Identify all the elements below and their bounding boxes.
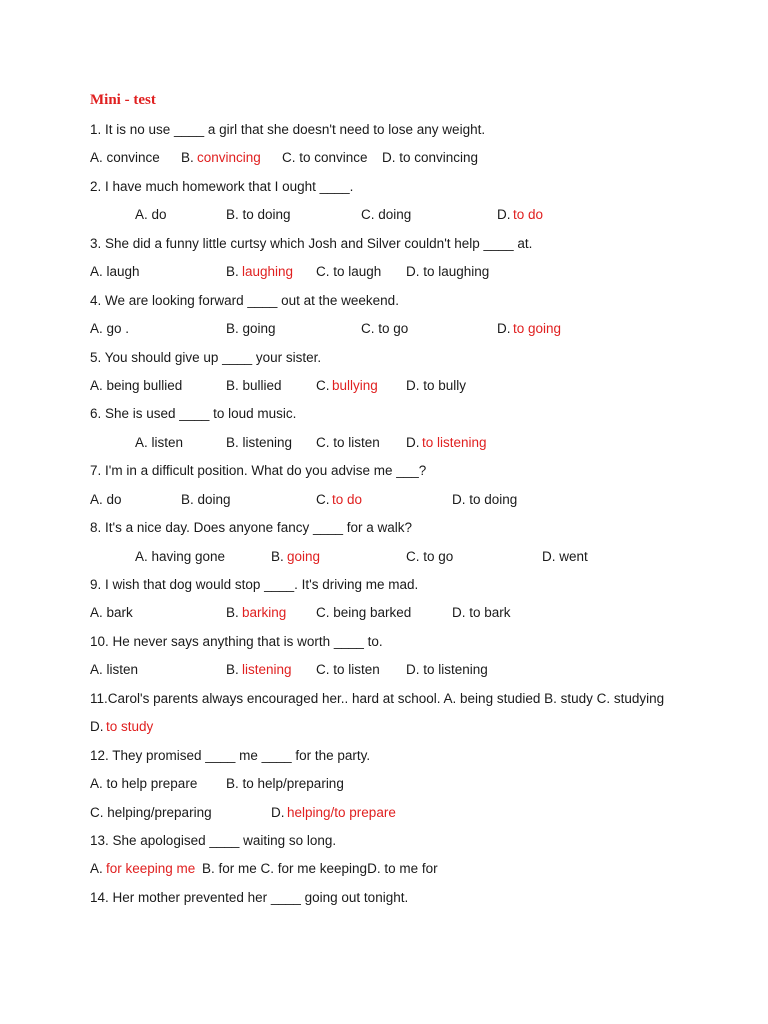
line-text: 11.Carol's parents always encouraged her.. hard at school. A. being studied B. study C. studying xyxy=(90,691,665,706)
answer-text: to do xyxy=(513,207,544,222)
line-text: A. listen xyxy=(135,435,184,450)
line-text: C. being barked xyxy=(316,605,412,620)
answer-text: laughing xyxy=(242,264,294,279)
line-text: A. having gone xyxy=(135,549,226,564)
line-text: 5. You should give up ____ your sister. xyxy=(90,350,322,365)
line-text: D. xyxy=(90,719,104,734)
line-text: C. xyxy=(316,378,330,393)
line-text: C. doing xyxy=(361,207,412,222)
line-text: A. to help prepare xyxy=(90,776,198,791)
answer-text: going xyxy=(287,549,321,564)
line-text: D. to bully xyxy=(406,378,467,393)
line-text: B. xyxy=(181,150,194,165)
line-text: 8. It's a nice day. Does anyone fancy ____ for a walk? xyxy=(90,520,413,535)
line-text: C. to convince xyxy=(282,150,368,165)
line-text: C. to laugh xyxy=(316,264,382,279)
line-text: 3. She did a funny little curtsy which Josh and Silver couldn't help ____ at. xyxy=(90,236,533,251)
line-text: 7. I'm in a difficult position. What do you advise me ___? xyxy=(90,463,427,478)
line-text: 4. We are looking forward ____ out at the weekend. xyxy=(90,293,399,308)
line-text: 12. They promised ____ me ____ for the party. xyxy=(90,748,371,763)
line-text: D. to bark xyxy=(452,605,511,620)
line-text: D. xyxy=(497,207,511,222)
line-text: B. xyxy=(226,605,239,620)
answer-text: helping/to prepare xyxy=(287,805,396,820)
answer-text: listening xyxy=(242,662,292,677)
line-text: D. xyxy=(406,435,420,450)
line-text: D. xyxy=(497,321,511,336)
line-text: B. to help/preparing xyxy=(226,776,344,791)
answer-text: barking xyxy=(242,605,287,620)
line-text: B. going xyxy=(226,321,276,336)
line-text: A. bark xyxy=(90,605,133,620)
line-text: 6. She is used ____ to loud music. xyxy=(90,406,297,421)
line-text: C. to listen xyxy=(316,662,380,677)
line-text: A. go . xyxy=(90,321,130,336)
line-text: A. convince xyxy=(90,150,160,165)
answer-text: bullying xyxy=(332,378,378,393)
line-text: D. to doing xyxy=(452,492,518,507)
line-text: D. went xyxy=(542,549,588,564)
line-text: B. to doing xyxy=(226,207,291,222)
line-text: B. bullied xyxy=(226,378,282,393)
line-text: B. for me C. for me keepingD. to me for xyxy=(202,861,438,876)
line-text: A. listen xyxy=(90,662,139,677)
line-text: B. xyxy=(271,549,284,564)
answer-text: to study xyxy=(106,719,154,734)
line-text: C. to listen xyxy=(316,435,380,450)
line-text: C. helping/preparing xyxy=(90,805,212,820)
line-text: D. xyxy=(271,805,285,820)
line-text: 10. He never says anything that is worth ____ to. xyxy=(90,634,383,649)
line-text: A. xyxy=(90,861,103,876)
line-text: 14. Her mother prevented her ____ going out tonight. xyxy=(90,890,409,905)
line-text: D. to listening xyxy=(406,662,488,677)
line-text: B. listening xyxy=(226,435,293,450)
line-text: A. do xyxy=(90,492,122,507)
line-text: B. doing xyxy=(181,492,231,507)
line-text: C. to go xyxy=(406,549,454,564)
answer-text: to going xyxy=(513,321,562,336)
line-text: C. xyxy=(316,492,330,507)
line-text: A. laugh xyxy=(90,264,140,279)
line-text: 9. I wish that dog would stop ____. It's driving me mad. xyxy=(90,577,419,592)
line-text: D. to laughing xyxy=(406,264,490,279)
line-text: 1. It is no use ____ a girl that she doesn't need to lose any weight. xyxy=(90,122,486,137)
answer-text: to do xyxy=(332,492,363,507)
line-text: B. xyxy=(226,662,239,677)
line-text: D. to convincing xyxy=(382,150,479,165)
answer-text: for keeping me xyxy=(106,861,196,876)
line-text: C. to go xyxy=(361,321,409,336)
line-text: A. do xyxy=(135,207,167,222)
answer-text: convincing xyxy=(197,150,261,165)
page-title: Mini - test xyxy=(90,92,156,108)
answer-text: to listening xyxy=(422,435,487,450)
line-text: 2. I have much homework that I ought ____. xyxy=(90,179,354,194)
line-text: 13. She apologised ____ waiting so long. xyxy=(90,833,337,848)
line-text: B. xyxy=(226,264,239,279)
line-text: A. being bullied xyxy=(90,378,183,393)
